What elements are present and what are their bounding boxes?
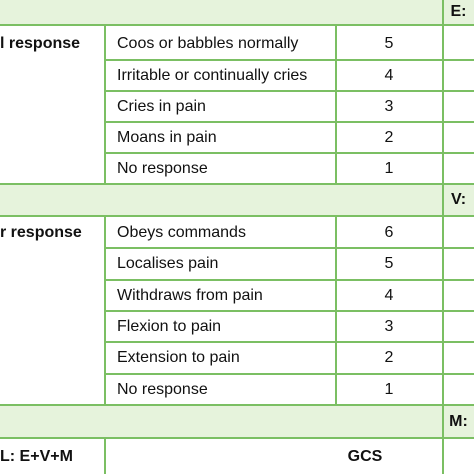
motor-response-label: r response [0, 223, 82, 241]
gcs-label: GCS [347, 447, 383, 465]
verbal-description: Coos or babbles normally [117, 34, 299, 52]
verbal-score: 2 [384, 128, 394, 146]
motor-description: No response [117, 380, 208, 398]
verbal-sum-label: V: [450, 191, 467, 208]
verbal-row [0, 91, 474, 122]
total-formula-label: L: E+V+M [0, 447, 73, 465]
motor-score: 5 [384, 254, 394, 272]
grid-line [104, 121, 474, 123]
verbal-row [0, 122, 474, 153]
grid-line [442, 0, 444, 474]
motor-row [0, 342, 474, 373]
grid-line [0, 183, 474, 185]
grid-line [104, 247, 474, 249]
verbal-description: Moans in pain [117, 128, 217, 146]
grid-line [104, 24, 106, 184]
grid-line [0, 24, 474, 26]
motor-description: Obeys commands [117, 223, 246, 241]
motor-score: 6 [384, 223, 394, 241]
verbal-row [0, 60, 474, 91]
verbal-response-label: l response [0, 34, 81, 52]
grid-line [104, 341, 474, 343]
total-row [0, 439, 474, 474]
motor-description: Flexion to pain [117, 317, 222, 335]
grid-line [0, 215, 474, 217]
motor-description: Extension to pain [117, 348, 240, 366]
verbal-row [0, 28, 474, 59]
grid-line [0, 404, 474, 406]
motor-sum-band [0, 406, 474, 437]
grid-line [335, 215, 337, 405]
motor-description: Localises pain [117, 254, 219, 272]
grid-line [104, 373, 474, 375]
verbal-score: 5 [384, 34, 394, 52]
motor-row [0, 248, 474, 279]
eye-sum-label: E: [450, 3, 467, 20]
verbal-description: Irritable or continually cries [117, 66, 308, 84]
verbal-row [0, 153, 474, 184]
motor-score: 4 [384, 286, 394, 304]
verbal-score: 4 [384, 66, 394, 84]
motor-row [0, 280, 474, 311]
motor-score: 1 [384, 380, 394, 398]
grid-line [104, 279, 474, 281]
grid-line [104, 215, 106, 405]
motor-description: Withdraws from pain [117, 286, 263, 304]
grid-line [104, 59, 474, 61]
grid-line [104, 310, 474, 312]
motor-score: 2 [384, 348, 394, 366]
grid-line [0, 437, 474, 439]
grid-line [104, 90, 474, 92]
motor-row [0, 217, 474, 248]
verbal-score: 3 [384, 97, 394, 115]
grid-line [104, 152, 474, 154]
verbal-sum-band [0, 185, 474, 215]
grid-line [104, 437, 106, 474]
verbal-score: 1 [384, 159, 394, 177]
eye-sum-band [0, 0, 474, 24]
motor-row [0, 374, 474, 405]
motor-row [0, 311, 474, 342]
verbal-description: Cries in pain [117, 97, 206, 115]
motor-score: 3 [384, 317, 394, 335]
motor-sum-label: M: [449, 412, 468, 430]
verbal-description: No response [117, 159, 208, 177]
grid-line [335, 24, 337, 184]
